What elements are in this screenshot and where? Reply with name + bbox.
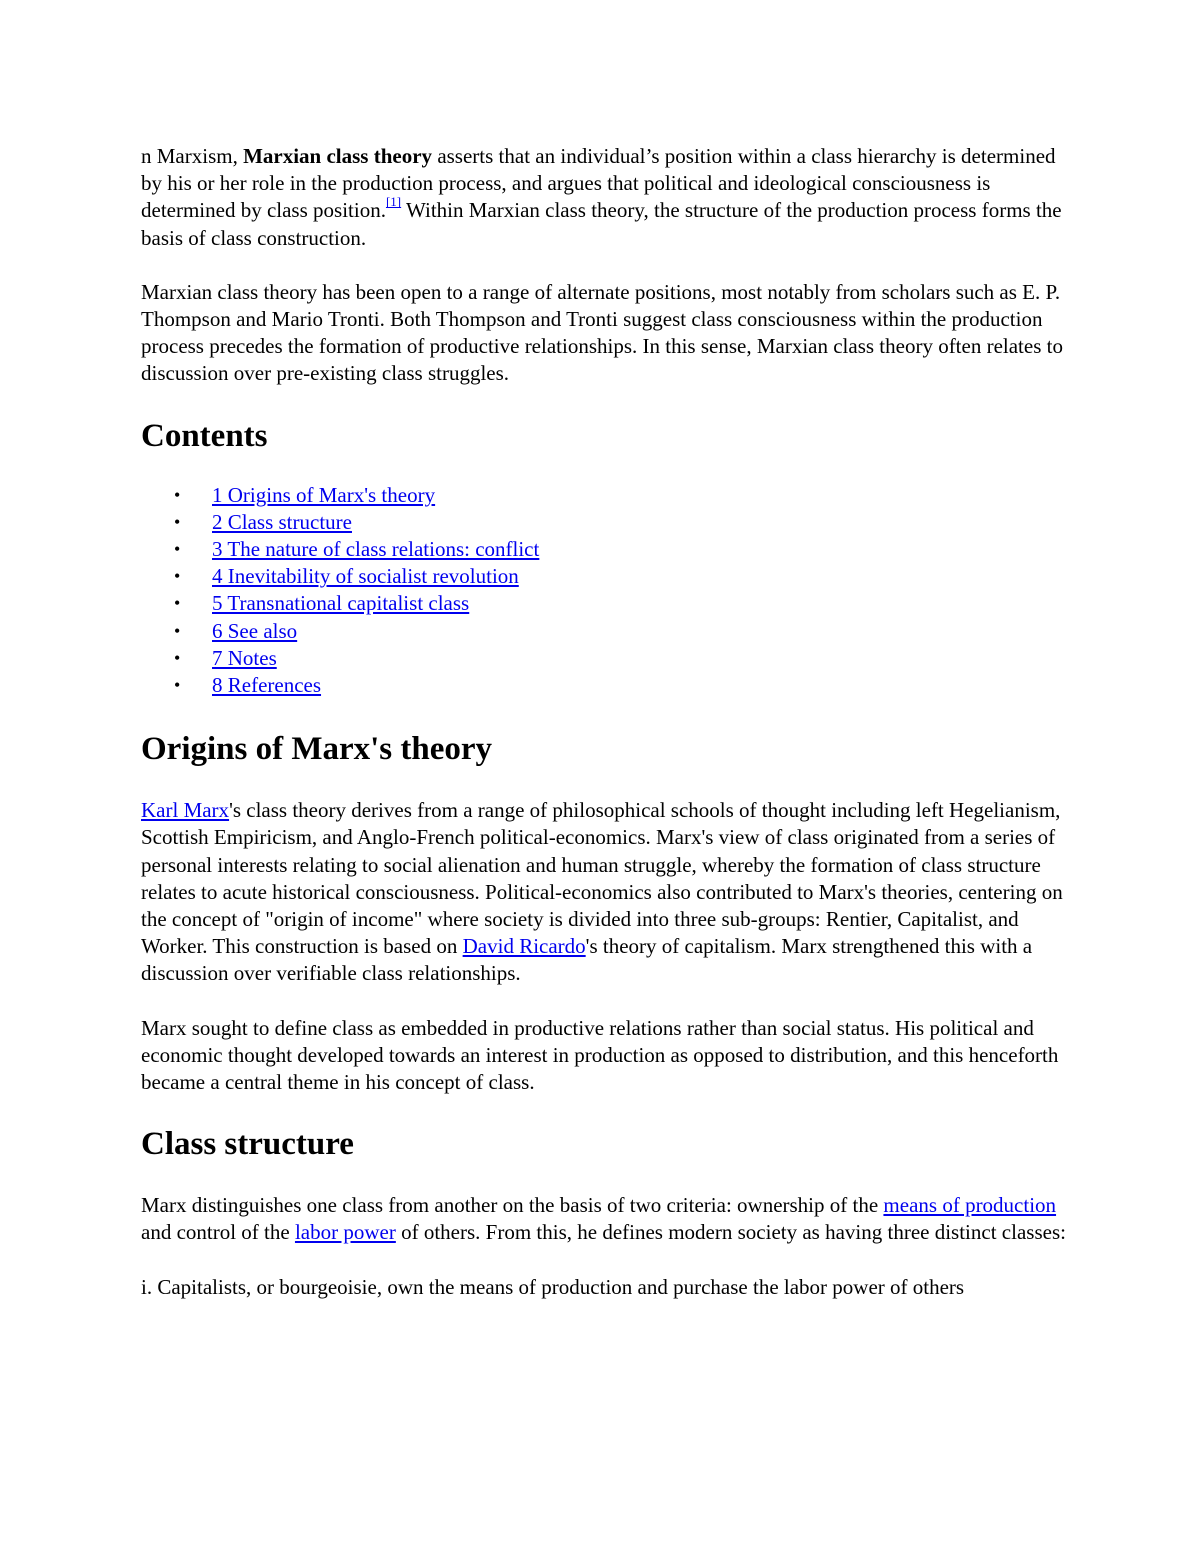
- intro-text-end: Within Marxian class theory, the structure of the production process forms the basis of class construction.: [141, 198, 1062, 250]
- class-text-c: of others. From this, he defines modern society as having three distinct classes:: [395, 1220, 1066, 1245]
- toc-link-references[interactable]: 8 References: [212, 673, 322, 698]
- toc-link-notes[interactable]: 7 Notes: [212, 645, 277, 670]
- origins-paragraph-2: Marx sought to define class as embedded in productive relations rather than social status. His political and economic thought developed towards an interest in production as opposed to distribution, and this henceforth became a central theme in his concept of class.: [141, 1015, 1059, 1095]
- origins-heading: Origins of Marx's theory: [141, 731, 493, 768]
- origins-text-b: 's theory of capitalism. Marx strengthened this with a discussion over verifiable class relationships.: [141, 934, 1033, 986]
- toc-item: [141, 645, 1066, 672]
- toc-link-origins[interactable]: 1 Origins of Marx's theory: [212, 482, 436, 507]
- david-ricardo-link[interactable]: David Ricardo: [462, 934, 586, 959]
- toc-item: [141, 509, 1066, 536]
- class-structure-paragraph-1: [141, 1192, 1066, 1246]
- bullet-icon: •: [174, 647, 181, 668]
- bullet-icon: •: [174, 484, 181, 505]
- bullet-icon: •: [174, 675, 181, 696]
- toc-item: [141, 482, 1066, 509]
- toc-item: [141, 672, 1066, 699]
- intro-paragraph-1: [141, 143, 1066, 252]
- toc-link-class-structure[interactable]: 2 Class structure: [212, 509, 352, 534]
- labor-power-link[interactable]: labor power: [294, 1220, 396, 1245]
- bullet-icon: •: [174, 620, 181, 641]
- bullet-icon: •: [174, 593, 181, 614]
- contents-heading: Contents: [141, 417, 268, 454]
- class-text-a: Marx distinguishes one class from another on the basis of two criteria: ownership of the: [141, 1193, 884, 1218]
- table-of-contents: [141, 482, 1066, 700]
- toc-item: [141, 618, 1066, 645]
- toc-link-class-relations[interactable]: 3 The nature of class relations: conflict: [212, 537, 540, 562]
- toc-item: [141, 590, 1066, 617]
- class-text-b: and control of the: [141, 1220, 295, 1245]
- means-of-production-link[interactable]: means of production: [883, 1193, 1057, 1218]
- intro-paragraph-2: Marxian class theory has been open to a range of alternate positions, most notably from scholars such as E. P. Thompson and Mario Tronti. Both Thompson and Tronti suggest class consciousness within the production process precedes the formation of productive relationships. In this sense, Marxian class theory often relates to discussion over pre-existing class struggles.: [141, 279, 1063, 386]
- intro-text-start: n Marxism,: [141, 144, 244, 168]
- intro-bold-term: Marxian class theory: [243, 144, 433, 168]
- bullet-icon: •: [174, 539, 181, 560]
- reference-link-1[interactable]: [1]: [385, 194, 402, 210]
- class-structure-paragraph-2: i. Capitalists, or bourgeoisie, own the means of production and purchase the labor power of others: [141, 1274, 965, 1299]
- karl-marx-link[interactable]: Karl Marx: [141, 798, 230, 823]
- document-body: [141, 143, 1066, 1301]
- bullet-icon: •: [174, 566, 181, 587]
- toc-link-socialist-revolution[interactable]: 4 Inevitability of socialist revolution: [212, 564, 519, 589]
- toc-link-see-also[interactable]: 6 See also: [212, 618, 298, 643]
- origins-text-a: 's class theory derives from a range of philosophical schools of thought including left Hegelianism, Scottish Empiricism, and Anglo-French political-economics. Marx's view of class originated from a series of personal interests relating to social alienation and human struggle, whereby the formation of class structure relates to acute historical consciousness. Political-economics also contributed to Marx's theories, centering on the concept of "origin of income" where society is divided into three sub-groups: Rentier, Capitalist, and Worker. This construction is based on: [141, 798, 1063, 959]
- origins-paragraph-1: [141, 797, 1066, 987]
- toc-item: [141, 536, 1066, 563]
- toc-link-transnational-class[interactable]: 5 Transnational capitalist class: [212, 591, 470, 616]
- bullet-icon: •: [174, 511, 181, 532]
- intro-text-middle: asserts that an individual’s position within a class hierarchy is determined by his or her role in the production process, and argues that political and ideological consciousness is determined by class position.: [141, 144, 1056, 223]
- toc-item: [141, 563, 1066, 590]
- class-structure-heading: Class structure: [141, 1126, 354, 1163]
